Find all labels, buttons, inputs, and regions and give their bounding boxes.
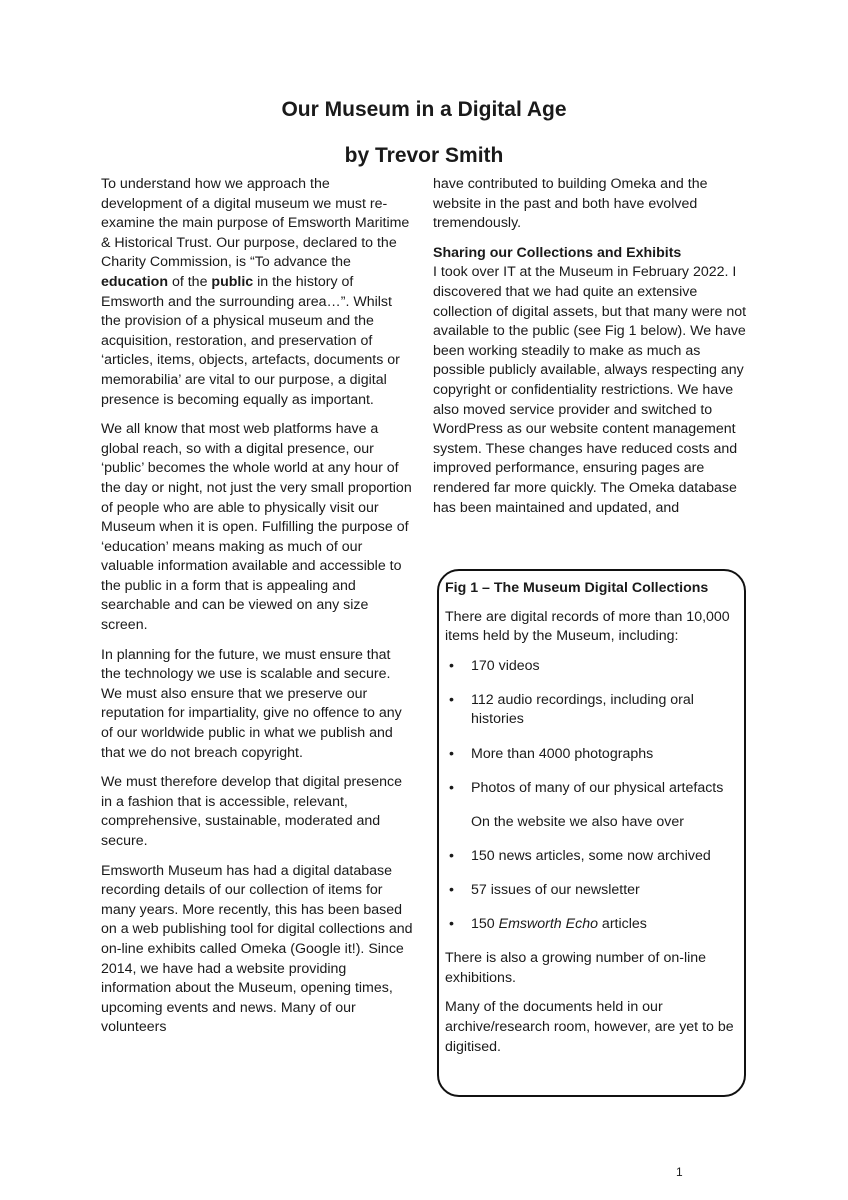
paragraph-planning: In planning for the future, we must ensure that the technology we use is scalable and secure. We must also ensure that we preserve our reputation for impartiality, give no offence to any of our worldwide public in what we publish and that we do not breach copyright. bbox=[101, 646, 402, 761]
bullet-icon: • bbox=[449, 779, 454, 796]
bullet-icon: • bbox=[449, 847, 454, 864]
paragraph-database-history: Emsworth Museum has had a digital database recording details of our collection of items for many years. More recently, this has been based on a web publishing tool for digital collections and on-line exhibits called Omeka (Google it!). Since 2014, we have had a website providing information about the Museum, opening times, upcoming events and news. Many of our volunteers bbox=[101, 862, 413, 1036]
bullet-icon: • bbox=[449, 881, 454, 898]
collection-list bbox=[445, 657, 744, 798]
paragraph-volunteers: have contributed to building Omeka and the website in the past and both have evolved tremendously. bbox=[433, 176, 708, 232]
list-item: • 112 audio recordings, including oral histories bbox=[449, 691, 694, 728]
article-byline: by Trevor Smith bbox=[344, 144, 504, 167]
section-sharing bbox=[433, 244, 749, 518]
bullet-icon: • bbox=[449, 916, 454, 933]
figure-title: Fig 1 – The Museum Digital Collections bbox=[445, 580, 709, 596]
figure-box-digital-collections bbox=[437, 569, 746, 1097]
figure-intro: There are digital records of more than 10,000 items held by the Museum, including: bbox=[445, 608, 730, 645]
section-heading: Sharing our Collections and Exhibits bbox=[433, 244, 682, 261]
paragraph-documents: Many of the documents held in our archive/research room, however, are yet to be digitised. bbox=[445, 999, 734, 1055]
list-item: • 170 videos bbox=[445, 657, 744, 677]
paragraph-purpose: To understand how we approach the development of a digital museum we must re-examine the main purpose of Emsworth Maritime & Historical Trust. Our purpose, declared to the Charity Commission, is “To advance the education of the public in the history of Emsworth and the surrounding area…”. Whilst the provision of a physical museum and the acquisition, restoration, and preservation of ‘articles, items, objects, artefacts, documents or memorabilia’ are vital to our purpose, a digital presence is becoming equally as important. bbox=[101, 176, 410, 408]
list-item: • 57 issues of our newsletter bbox=[445, 881, 744, 901]
bullet-icon: • bbox=[449, 691, 454, 708]
list-item: • More than 4000 photographs bbox=[445, 745, 744, 765]
page-number: 1 bbox=[676, 1165, 683, 1179]
paragraph-global-reach: We all know that most web platforms have a global reach, so with a digital presence, our ‘public’ becomes the whole world at any hour of the day or night, not just the very small proportion of people who are able to physically visit our Museum when it is open. Fulfilling the purpose of ‘education’ means making as much of our valuable information available and accessible to the public in a form that is appealing and searchable and can be viewed on any size screen. bbox=[101, 421, 412, 634]
list-item: • 150 Emsworth Echo articles bbox=[445, 915, 744, 935]
website-list bbox=[445, 847, 744, 935]
paragraph-it-takeover: I took over IT at the Museum in February 2022. I discovered that we had quite an extensive collection of digital assets, but that many were not available to the public (see Fig 1 below). We have been working steadily to make as much as possible publicly available, always respecting any copyright or confidentiality restrictions. We have also moved service provider and switched to WordPress as our website content management system. These changes have reduced costs and improved performance, ensuring pages are rendered far more quickly. The Omeka database has been maintained and updated, and bbox=[433, 264, 747, 516]
list-item: • 150 news articles, some now archived bbox=[445, 847, 744, 867]
bullet-icon: • bbox=[449, 657, 454, 674]
right-column bbox=[433, 175, 749, 528]
left-column bbox=[101, 175, 413, 1048]
bullet-icon: • bbox=[449, 745, 454, 762]
paragraph-exhibitions: There is also a growing number of on-line exhibitions. bbox=[445, 950, 707, 986]
list-item: • Photos of many of our physical artefacts bbox=[445, 779, 744, 799]
article-title: Our Museum in a Digital Age bbox=[281, 98, 567, 121]
website-intro: On the website we also have over bbox=[471, 813, 684, 830]
paragraph-develop-presence: We must therefore develop that digital presence in a fashion that is accessible, relevant, comprehensive, sustainable, moderated and secure. bbox=[101, 774, 402, 849]
